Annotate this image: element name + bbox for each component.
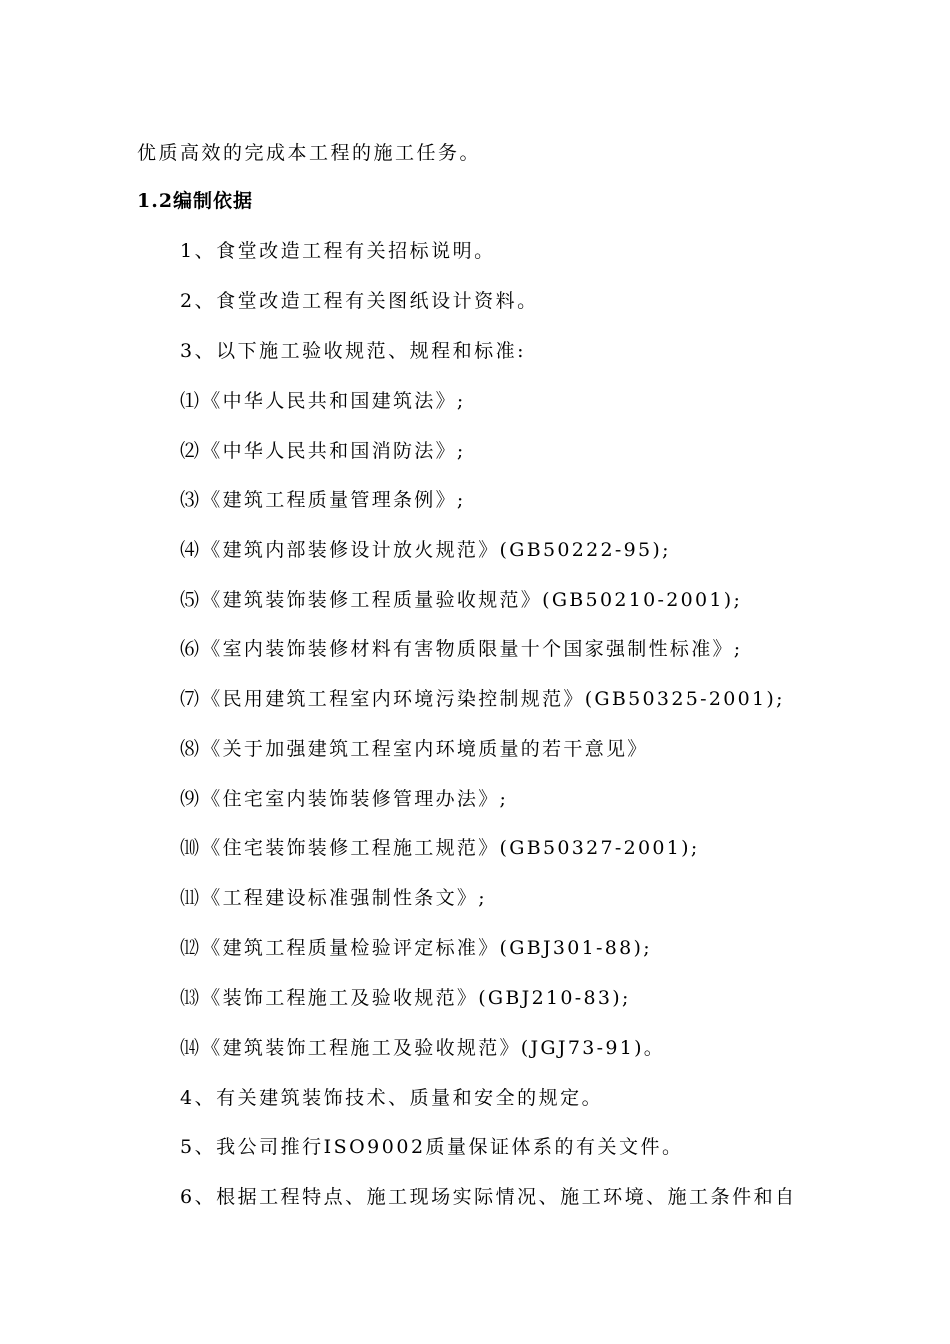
- standard-item-7: ⑺《民用建筑工程室内环境污染控制规范》(GB50325-2001);: [180, 688, 785, 710]
- standard-item-6: ⑹《室内装饰装修材料有害物质限量十个国家强制性标准》;: [180, 638, 743, 660]
- standard-item-8: ⑻《关于加强建筑工程室内环境质量的若干意见》: [180, 738, 649, 760]
- basis-item-3: 3、以下施工验收规范、规程和标准:: [180, 340, 526, 362]
- standard-item-13: ⒀《装饰工程施工及验收规范》(GBJ210-83);: [180, 987, 631, 1009]
- basis-item-4: 4、有关建筑装饰技术、质量和安全的规定。: [180, 1087, 604, 1109]
- standard-item-5: ⑸《建筑装饰装修工程质量验收规范》(GB50210-2001);: [180, 589, 743, 611]
- standard-item-1: ⑴《中华人民共和国建筑法》;: [180, 390, 466, 412]
- standard-item-3: ⑶《建筑工程质量管理条例》;: [180, 489, 466, 511]
- standard-item-4: ⑷《建筑内部装修设计放火规范》(GB50222-95);: [180, 539, 671, 561]
- basis-item-1: 1、食堂改造工程有关招标说明。: [180, 240, 496, 262]
- standard-item-9: ⑼《住宅室内装饰装修管理办法》;: [180, 788, 509, 810]
- basis-item-5: 5、我公司推行ISO9002质量保证体系的有关文件。: [180, 1136, 684, 1158]
- basis-item-6: 6、根据工程特点、施工现场实际情况、施工环境、施工条件和自: [180, 1186, 797, 1208]
- standard-item-12: ⑿《建筑工程质量检验评定标准》(GBJ301-88);: [180, 937, 652, 959]
- standard-item-11: ⑾《工程建设标准强制性条文》;: [180, 887, 487, 909]
- standard-item-14: ⒁《建筑装饰工程施工及验收规范》(JGJ73-91)。: [180, 1037, 666, 1059]
- basis-item-2: 2、食堂改造工程有关图纸设计资料。: [180, 290, 539, 312]
- standard-item-2: ⑵《中华人民共和国消防法》;: [180, 440, 466, 462]
- standard-item-10: ⑽《住宅装饰装修工程施工规范》(GB50327-2001);: [180, 837, 700, 859]
- section-heading: 1.2编制依据: [137, 190, 254, 212]
- continuation-text: 优质高效的完成本工程的施工任务。: [137, 142, 482, 164]
